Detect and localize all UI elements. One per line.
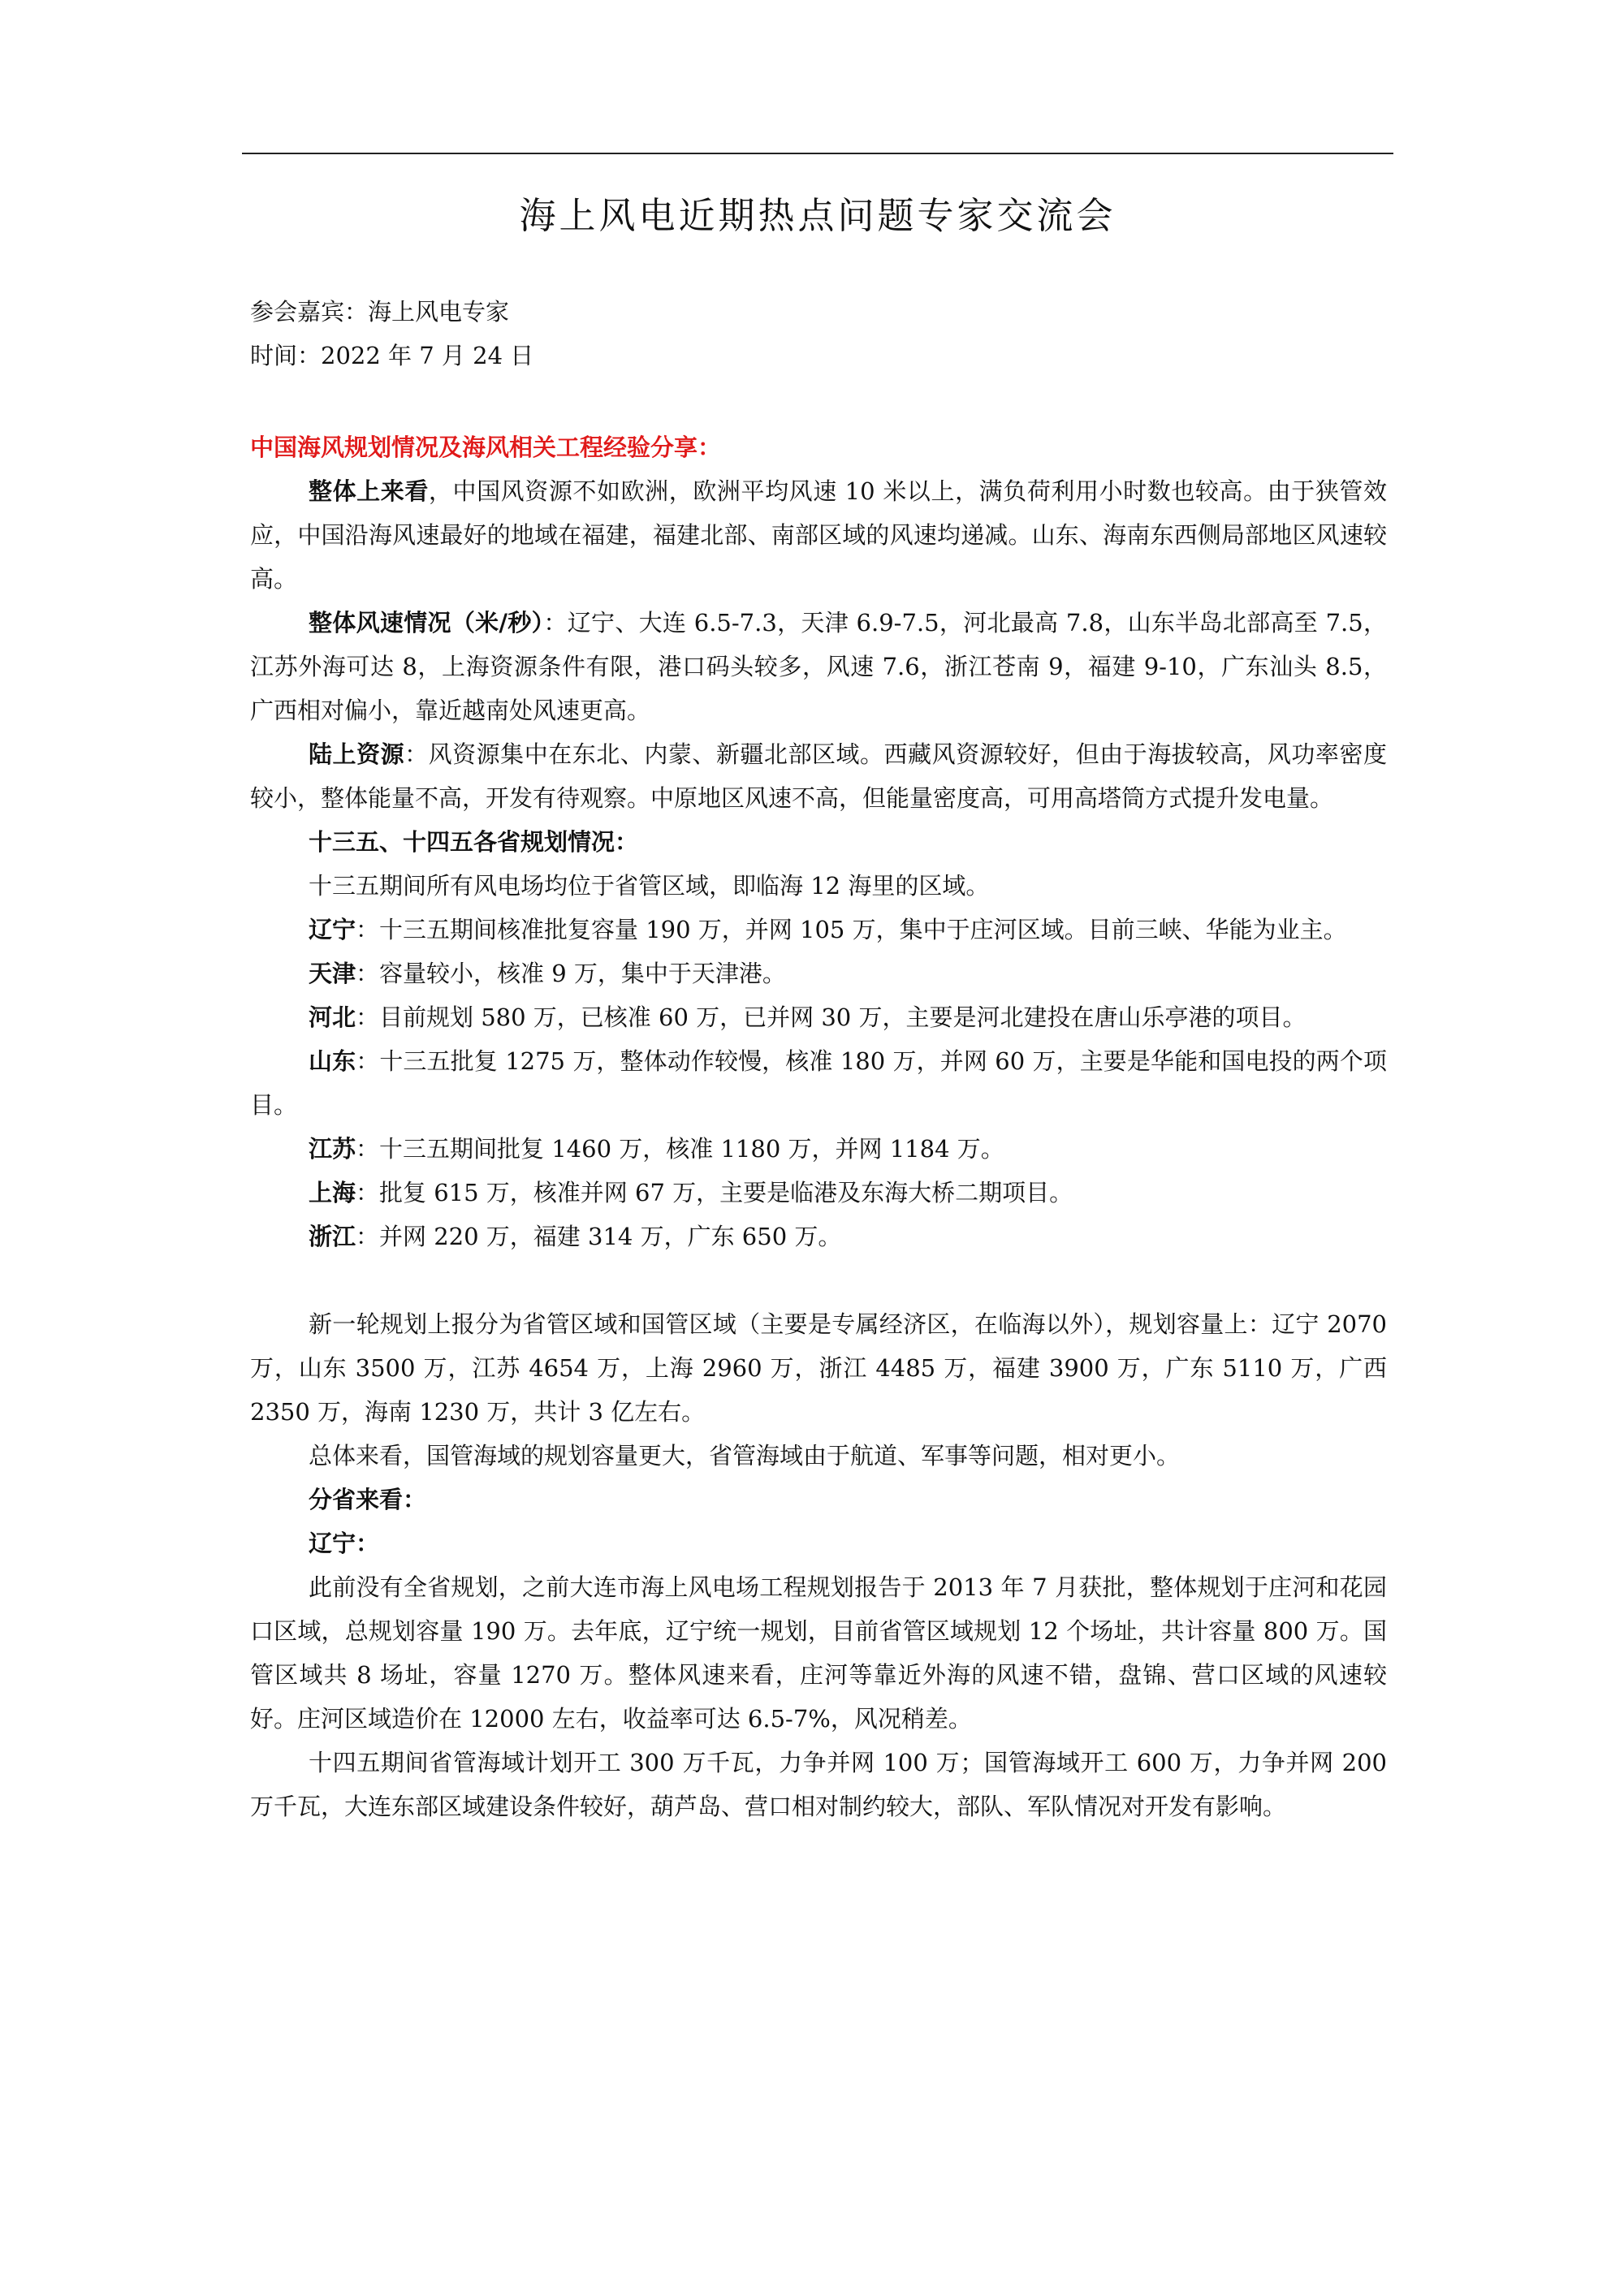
lead-overall: 整体上来看	[309, 477, 429, 505]
paragraph-shanghai: 上海：批复 615 万，核准并网 67 万，主要是临港及东海大桥二期项目。	[309, 1179, 1073, 1206]
paragraph-hebei: 河北：目前规划 580 万，已核准 60 万，已并网 30 万，主要是河北建投在唐山乐亭港的项目。	[309, 1003, 1307, 1031]
paragraph-summary: 总体来看，国管海域的规划容量更大，省管海域由于航道、军事等问题，相对更小。	[309, 1442, 1181, 1470]
guests-line: 参会嘉宾：海上风电专家	[250, 298, 510, 326]
paragraph-overall: 整体上来看，中国风资源不如欧洲，欧洲平均风速 10 米以上，满负荷利用小时数也较高。由于狭管效应，中国沿海风速最好的地域在福建，福建北部、南部区域的风速均递减。山东、海南东西侧局部地区风速较高。	[250, 477, 1387, 593]
paragraph-liaoning: 辽宁：十三五期间核准批复容量 190 万，并网 105 万，集中于庄河区域。目前三峡、华能为业主。	[309, 916, 1347, 943]
subheading-liaoning: 辽宁：	[309, 1530, 380, 1557]
document-title: 海上风电近期热点问题专家交流会	[519, 194, 1116, 237]
paragraph-onshore: 陆上资源：风资源集中在东北、内蒙、新疆北部区域。西藏风资源较好，但由于海拔较高，风功率密度较小，整体能量不高，开发有待观察。中原地区风速不高，但能量密度高，可用高塔筒方式提升发电量。	[250, 740, 1387, 812]
header-rule	[242, 153, 1393, 154]
subheading-five-year-plans: 十三五、十四五各省规划情况：	[309, 828, 639, 856]
paragraph-wind-speed: 整体风速情况（米/秒）：辽宁、大连 6.5-7.3，天津 6.9-7.5，河北最高 7.8，山东半岛北部高至 7.5，江苏外海可达 8，上海资源条件有限，港口码头较多，风速 7.6，浙江苍南 9，福建 9-10，广东汕头 8.5，广西相对偏小，靠近越南处风速更高。	[250, 609, 1387, 724]
subheading-by-province: 分省来看：	[309, 1486, 427, 1513]
paragraph-new-plan: 新一轮规划上报分为省管区域和国管区域（主要是专属经济区，在临海以外），规划容量上：辽宁 2070 万，山东 3500 万，江苏 4654 万，上海 2960 万，浙江 4485 万，福建 3900 万，广东 5110 万，广西 2350 万，海南 1230 万，共计 3 亿左右。	[250, 1310, 1387, 1426]
paragraph-liaoning-14th-plan: 十四五期间省管海域计划开工 300 万千瓦，力争并网 100 万；国管海域开工 600 万，力争并网 200 万千瓦，大连东部区域建设条件较好，葫芦岛、营口相对制约较大，部队、军队情况对开发有影响。	[250, 1749, 1387, 1820]
lead-wind-speed: 整体风速情况（米/秒）	[309, 609, 544, 637]
document-body	[250, 425, 1387, 1828]
paragraph-13th-plan: 十三五期间所有风电场均位于省管区域，即临海 12 海里的区域。	[309, 872, 990, 900]
paragraph-shandong: 山东：十三五批复 1275 万，整体动作较慢，核准 180 万，并网 60 万，主要是华能和国电投的两个项目。	[250, 1047, 1387, 1119]
lead-onshore: 陆上资源	[309, 740, 405, 768]
section-heading-planning: 中国海风规划情况及海风相关工程经验分享：	[250, 434, 722, 461]
time-line: 时间：2022 年 7 月 24 日	[250, 342, 534, 369]
paragraph-liaoning-detail: 此前没有全省规划，之前大连市海上风电场工程规划报告于 2013 年 7 月获批，整体规划于庄河和花园口区域，总规划容量 190 万。去年底，辽宁统一规划，目前省管区域规划 12 个场址，共计容量 800 万。国管区域共 8 场址，容量 1270 万。整体风速来看，庄河等靠近外海的风速不错，盘锦、营口区域的风速较好。庄河区域造价在 12000 左右，收益率可达 6.5-7%，风况稍差。	[250, 1573, 1387, 1733]
paragraph-zhejiang: 浙江：并网 220 万，福建 314 万，广东 650 万。	[309, 1223, 842, 1250]
paragraph-jiangsu: 江苏：十三五期间批复 1460 万，核准 1180 万，并网 1184 万。	[309, 1135, 1004, 1163]
paragraph-tianjin: 天津：容量较小，核准 9 万，集中于天津港。	[309, 960, 786, 987]
